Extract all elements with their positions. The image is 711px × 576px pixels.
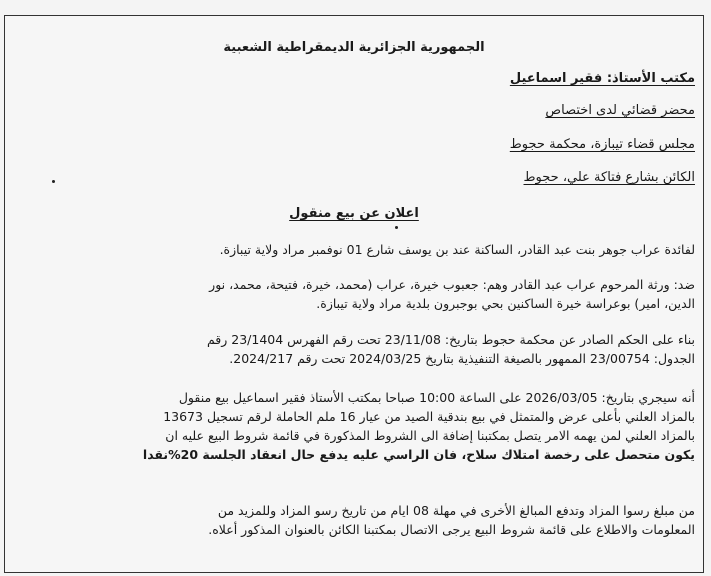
against-paragraph [13,275,695,313]
sale-line-3: بالمزاد العلني لمن يهمه الامر يتصل بمكتبنا إضافة الى الشروط المذكورة في قائمة شروط البيع عليه ان [165,428,695,443]
against-line-2: الدين، امير) بوعراسة خيرة الساكنين بحي بوجبرون بلدية مراد ولاية تيبازة. [316,296,695,311]
speck-mark [395,226,398,229]
document-frame [4,15,704,573]
payment-line-2: المعلومات والاطلاع على قائمة شروط البيع يرجى الاتصال بمكتبنا الكائن بالعنوان المذكور أعلاه. [208,522,695,537]
judgment-paragraph [13,330,695,368]
sale-line-2: بالمزاد العلني بأعلى عرض والمتمثل في بيع بندقية الصيد من عيار 16 ملم الحاملة لرقم تسجيل 13673 [163,409,695,424]
bailiff-title-line: محضر قضائي لدى اختصاص [545,103,695,118]
payment-paragraph [13,501,695,539]
judgment-line-1: بناء على الحكم الصادر عن محكمة حجوط بتاريخ: 23/11/08 تحت رقم الفهرس 23/1404 رقم [206,332,695,347]
payment-line-1: من مبلغ رسوا المزاد وتدفع المبالغ الأخرى في مهلة 08 ايام من تاريخ رسو المزاد وللمزيد من [217,503,695,518]
beneficiary-line: لفائدة عراب جوهر بنت عبد القادر، الساكنة عند بن يوسف شارع 01 نوفمبر مراد ولاية تيبازة. [219,242,695,257]
speck-mark [52,180,55,183]
republic-heading: الجمهورية الجزائرية الديمقراطية الشعبية [223,40,485,55]
against-line-1: ضد: ورثة المرحوم عراب عبد القادر وهم: جعبوب خيرة، عراب (محمد، خيرة، فتيحة، محمد، نور [209,277,695,292]
court-line: مجلس قضاء تيبازة، محكمة حجوط [509,137,695,152]
office-line: مكتب الأستاذ: فقير اسماعيل [509,71,695,86]
sale-line-4: يكون متحصل على رخصة امتلاك سلاح، فان الراسي عليه يدفع حال انعقاد الجلسة 20%نقدا [142,447,695,462]
sale-line-1: أنه سيجري بتاريخ: 2026/03/05 على الساعة 10:00 صباحا بمكتب الأستاذ فقير اسماعيل بيع منقول [178,390,695,405]
announcement-heading: اعلان عن بيع منقول [289,206,419,221]
judgment-line-2: الجدول: 23/00754 الممهور بالصيغة التنفيذية بتاريخ 2024/03/25 تحت رقم 2024/217. [229,351,695,366]
beneficiary-paragraph [13,240,695,259]
sale-paragraph [13,388,695,464]
announcement-document [5,16,703,572]
address-line: الكائن بشارع فتاكة علي، حجوط [523,170,695,185]
